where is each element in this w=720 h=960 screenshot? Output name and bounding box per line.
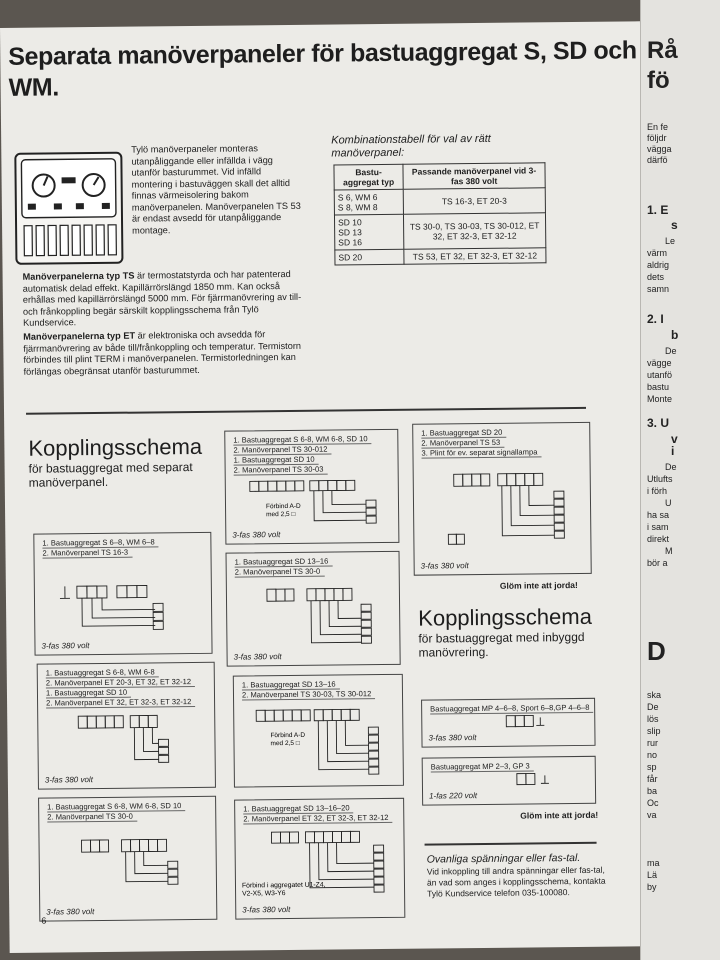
terminal-schematic xyxy=(35,555,212,647)
diagram-caption: 1. Bastuaggregat S 6-8, WM 6-8, SD 10 xyxy=(233,434,371,445)
section-title: Kopplingsschema xyxy=(28,433,203,461)
facing-text-line: M xyxy=(665,546,673,556)
section-divider xyxy=(425,842,597,845)
table-row xyxy=(334,188,545,215)
facing-text-line: Lä xyxy=(647,870,658,880)
diagram-caption: 1. Bastuaggregat SD 20 xyxy=(421,428,506,439)
diagram-caption: 2. Manöverpanel ET 32, ET 32-3, ET 32-12 xyxy=(46,697,195,709)
terminal-schematic xyxy=(38,703,215,775)
diagram-caption: 2. Manöverpanel ET 20-3, ET 32, ET 32-12 xyxy=(46,677,195,689)
diagram-caption: 2. Manöverpanel TS 16-3 xyxy=(42,548,132,559)
facing-text-line: U xyxy=(665,498,672,508)
control-panel-illustration xyxy=(13,149,124,268)
voltage-label: 3-fas 380 volt xyxy=(428,733,477,743)
wiring-diagram-i xyxy=(421,698,595,748)
col-header-panel: Passande manöverpanel vid 3-fas 380 volt xyxy=(403,163,545,189)
facing-text-line: värm xyxy=(647,248,667,258)
facing-text-line: De xyxy=(665,462,677,472)
facing-text-line: b xyxy=(671,328,679,342)
facing-text-line: aldrig xyxy=(647,260,670,270)
terminal-schematic xyxy=(414,455,591,557)
facing-text-line: De xyxy=(665,346,677,356)
facing-text-line: 1. E xyxy=(647,203,669,217)
facing-text-line: lös xyxy=(647,714,659,724)
facing-text-line: ska xyxy=(647,690,662,700)
terminal-schematic xyxy=(227,574,400,656)
facing-text-line: utanfö xyxy=(647,370,673,380)
wiring-diagram-g xyxy=(38,796,217,922)
facing-page xyxy=(640,0,720,960)
facing-text-line: Oc xyxy=(647,798,659,808)
diagram-note: Förbind A-D med 2,5 □ xyxy=(270,731,306,748)
table-cell-unit: SD 20 xyxy=(335,249,404,265)
wiring-diagram-h xyxy=(234,798,405,920)
diagram-caption: 2. Manöverpanel ET 32, ET 32-3, ET 32-12 xyxy=(243,813,392,825)
wiring-diagram-a xyxy=(33,532,212,656)
facing-text-line: dets xyxy=(647,272,665,282)
facing-text-line: 3. U xyxy=(647,416,670,430)
facing-text-line: va xyxy=(647,810,657,820)
facing-text-line: i förh xyxy=(647,486,668,496)
manual-page-6 xyxy=(0,21,650,953)
diagram-caption: 1. Bastuaggregat SD 13–16 xyxy=(242,679,340,690)
table-row xyxy=(335,248,546,265)
section-divider xyxy=(26,407,586,414)
et-paragraph xyxy=(23,329,313,378)
facing-text-line: Le xyxy=(665,236,676,246)
diagram-note: Förbind A-D med 2,5 □ xyxy=(265,502,301,519)
facing-text-line: Utlufts xyxy=(647,474,673,484)
diagram-caption: 1. Bastuaggregat S 6–8, WM 6–8 xyxy=(42,537,158,548)
intro-text: Tylö manöverpaneler monteras utanpåliggande eller infällda i vägg utanför basturummet. Vid infälld montering i bastuväggen skall det alltid finnas värmeisolering bakom manöverpanelen. Manöverpanelen TS 53 är endast avsedd för utanpåliggande montage. xyxy=(131,143,301,236)
table-cell-unit: S 6, WM 6 S 8, WM 8 xyxy=(334,189,403,215)
wiring-section-built-in xyxy=(418,604,599,660)
voltage-label: 3-fas 380 volt xyxy=(242,905,291,915)
table-cell-panel: TS 30-0, TS 30-03, TS 30-012, ET 32, ET 32-3, ET 32-12 xyxy=(403,213,545,249)
footer-text: Vid inkoppling till andra spänningar eller fas-tal, än vad som anges i kopplingsschema, kontakta Tylö Kundservice telefon 035-100080. xyxy=(426,864,606,899)
facing-text-line: samn xyxy=(647,284,670,294)
facing-text-line: bör a xyxy=(647,558,668,568)
facing-text-line: sp xyxy=(647,762,657,772)
facing-text-line: i sam xyxy=(647,522,669,532)
facing-text-line: ba xyxy=(647,786,658,796)
facing-text-line: by xyxy=(647,882,657,892)
facing-text-line: i xyxy=(671,444,675,458)
grounding-reminder: Glöm inte att jorda! xyxy=(499,579,578,591)
diagram-caption: 1. Bastuaggregat SD 10 xyxy=(233,455,318,466)
terminal-schematic xyxy=(39,819,216,891)
page-number: 6 xyxy=(41,915,47,926)
section-subtitle: för bastuaggregat med inbyggd manövrering. xyxy=(418,629,585,660)
ts-paragraph xyxy=(23,269,314,330)
col-header-unit: Bastu-aggregat typ xyxy=(334,164,403,190)
footer-note xyxy=(427,852,607,900)
voltage-label: 3-fas 380 volt xyxy=(44,775,93,785)
facing-text-line: ma xyxy=(647,858,660,868)
diagram-caption: 3. Plint för ev. separat signallampa xyxy=(421,447,541,458)
diagram-caption: 1. Bastuaggregat SD 10 xyxy=(46,688,131,699)
diagram-caption: 2. Manöverpanel TS 30-012 xyxy=(233,445,331,456)
voltage-label: 3-fas 380 volt xyxy=(232,530,281,540)
diagram-caption: Bastuaggregat MP 2–3, GP 3 xyxy=(431,761,534,772)
facing-text-line: rur xyxy=(647,738,658,748)
et-text: är elektroniska och avsedda för fjärrmanövrering av både till/frånkoppling och temperatur. Termistorn förbindes till plint TERM i manöverpanelen. Termistorledningen kan förlängas obegränsat utanför basturummet. xyxy=(23,329,302,377)
wiring-diagram-c xyxy=(412,422,592,576)
facing-text-line: ha sa xyxy=(647,510,670,520)
facing-text-line: direkt xyxy=(647,534,670,544)
wiring-section-separate xyxy=(28,434,202,490)
terminal-schematic xyxy=(234,697,403,779)
facing-text-line: no xyxy=(647,750,658,760)
voltage-label: 3-fas 380 volt xyxy=(233,652,282,662)
table-cell-unit: SD 10 SD 13 SD 16 xyxy=(334,214,403,250)
diagram-caption: 1. Bastuaggregat S 6-8, WM 6-8 xyxy=(46,667,159,678)
facing-text-line: vägge xyxy=(647,358,672,368)
facing-text-line: D xyxy=(647,636,666,666)
ts-text: är termostatstyrda och har patenterad automatisk delad effekt. Kapillärrörslängd 1850 mm. Kan också erhållas med kapillärrörslängd 5000 mm. För fjärrmanövrering av till- och frånkoppling begär särskilt kopplingsschema från Tylö Kundservice. xyxy=(22,268,302,328)
facing-text-line: följdr xyxy=(647,133,667,143)
voltage-label: 1-fas 220 volt xyxy=(429,791,478,801)
facing-text-line: därfö xyxy=(647,155,668,165)
combination-table xyxy=(333,162,546,265)
facing-text-line: bastu xyxy=(647,382,670,392)
wiring-diagram-b xyxy=(224,429,399,545)
diagram-caption: 1. Bastuaggregat SD 13–16–20 xyxy=(243,803,354,814)
diagram-caption: 2. Manöverpanel TS 30-0 xyxy=(47,812,137,823)
facing-text-line: De xyxy=(647,702,659,712)
facing-text-line: får xyxy=(647,774,658,784)
footer-heading: Ovanliga spänningar eller fas-tal. xyxy=(426,851,581,866)
wiring-diagram-e xyxy=(37,662,216,790)
diagram-caption: 2. Manöverpanel TS 30-0 xyxy=(235,567,325,578)
facing-page-title: Rå fö xyxy=(647,37,678,94)
facing-text-line: Monte xyxy=(647,394,673,404)
voltage-label: 3-fas 380 volt xyxy=(46,907,95,917)
wiring-diagram-d xyxy=(226,551,401,667)
facing-text-line: En fe xyxy=(647,122,669,132)
diagram-caption: Bastuaggregat MP 4–6–8, Sport 6–8,GP 4–6–8 xyxy=(430,703,593,715)
section-subtitle: för bastuaggregat med separat manöverpanel. xyxy=(28,460,193,490)
table-row xyxy=(334,213,545,250)
table-cell-panel: TS 16-3, ET 20-3 xyxy=(403,188,545,214)
wiring-diagram-j xyxy=(422,756,596,806)
ts-heading: Manöverpanelerna typ TS xyxy=(22,270,135,282)
wiring-diagram-f xyxy=(233,674,404,788)
diagram-caption: 2. Manöverpanel TS 30-03, TS 30-012 xyxy=(242,689,375,700)
facing-text-line: slip xyxy=(647,726,661,736)
et-heading: Manöverpanelerna typ ET xyxy=(23,330,136,342)
combination-table-heading: Kombinationstabell för val av rätt manöverpanel: xyxy=(331,132,491,160)
voltage-label: 3-fas 380 volt xyxy=(420,561,469,571)
diagram-caption: 1. Bastuaggregat SD 13–16 xyxy=(235,557,333,568)
diagram-note: Förbind i aggregatet U1-Z4, V2-X5, W3-Y6 xyxy=(241,881,326,898)
section-title: Kopplingsschema xyxy=(418,603,592,631)
facing-text-line: s xyxy=(671,218,678,232)
table-cell-panel: TS 53, ET 32, ET 32-3, ET 32-12 xyxy=(404,248,546,264)
facing-text-line: v xyxy=(671,432,678,446)
facing-text-line: 2. I xyxy=(647,312,664,326)
voltage-label: 3-fas 380 volt xyxy=(41,641,90,651)
diagram-caption: 2. Manöverpanel TS 30-03 xyxy=(234,465,328,476)
facing-text-line: vägga xyxy=(647,144,672,154)
diagram-caption: 2. Manöverpanel TS 53 xyxy=(421,438,504,449)
page-title: Separata manöverpaneler för bastuaggregat S, SD och WM. xyxy=(8,36,637,102)
diagram-caption: 1. Bastuaggregat S 6-8, WM 6-8, SD 10 xyxy=(47,801,185,812)
grounding-reminder: Glöm inte att jorda! xyxy=(520,809,599,821)
